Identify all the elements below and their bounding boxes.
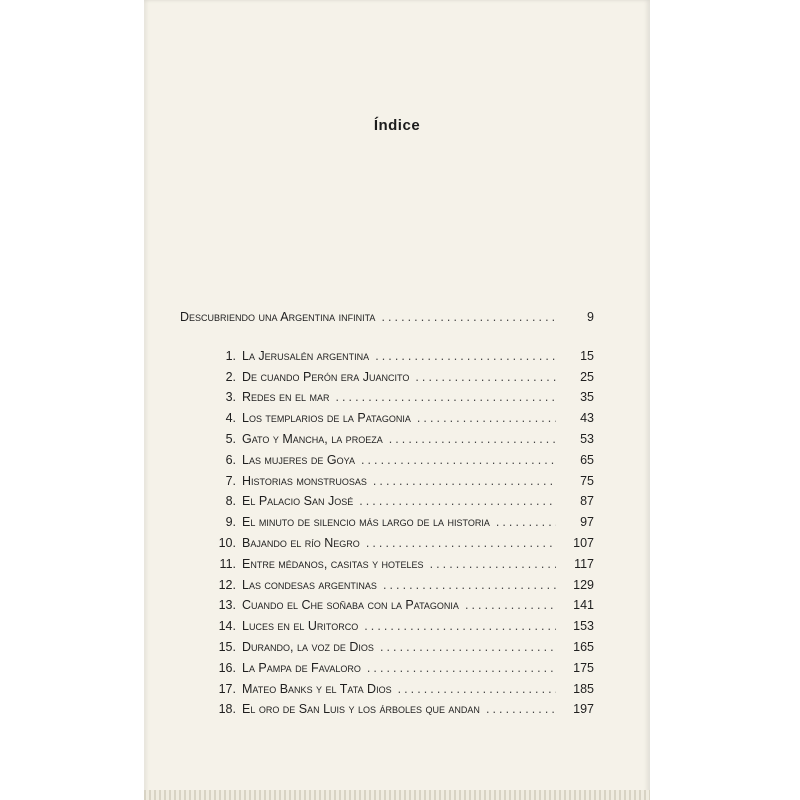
toc-entry [180,411,594,432]
toc-entry-page: 65 [580,452,594,467]
dot-leader [361,453,556,467]
toc-entry-label: Descubriendo una Argentina infinita [180,310,376,324]
toc-entry-number: 9. [225,515,236,530]
toc-entry-page: 117 [574,556,594,571]
dot-leader [430,557,556,571]
toc-entry [180,578,594,599]
toc-entry-label: Bajando el río Negro [242,535,360,550]
toc-entry-page: 87 [580,494,594,509]
toc-entry-number: 4. [225,411,236,426]
toc-entry-number: 14. [218,619,236,634]
toc-entry-page: 25 [580,369,594,384]
toc-entry-page: 165 [573,639,594,654]
dot-leader [398,682,556,696]
dot-leader [335,390,556,404]
toc-entry-label: Los templarios de la Patagonia [242,411,411,426]
toc-entry-label: Cuando el Che soñaba con la Patagonia [242,598,459,613]
toc-entry [180,515,594,536]
toc-entry-label: Redes en el mar [242,390,330,405]
toc-entry [180,598,594,619]
toc-entry-page: 141 [573,598,594,613]
toc-entry-number: 15. [218,639,236,654]
toc-entry-label: La Jerusalén argentina [242,348,370,363]
toc-entry-page: 35 [580,390,594,405]
toc-entry-page: 75 [580,473,594,488]
toc-intro-entry [180,310,594,331]
toc-entry [180,494,594,515]
toc-entry-label: Las condesas argentinas [242,577,377,592]
toc-entry-number: 18. [218,702,236,717]
toc-entry-number: 8. [225,494,236,509]
toc-entry-number: 6. [225,452,236,467]
toc-entry [180,640,594,661]
toc-entry-page: 175 [573,660,594,675]
toc-entry-label: El oro de San Luis y los árboles que andan [242,702,480,717]
toc-entry-label: La Pampa de Favaloro [242,660,361,675]
toc-entry-page: 107 [573,535,594,550]
dot-leader [367,661,556,675]
dot-leader [486,702,556,716]
toc-entry-label: El Palacio San José [242,494,354,509]
toc-entry [180,453,594,474]
toc-entry-number: 1. [225,348,236,363]
toc-entry-number: 7. [225,473,236,488]
toc-entry-page: 53 [580,431,594,446]
toc-entry [180,349,594,370]
page-title: Índice [373,117,421,134]
toc-entry-page: 9 [587,310,594,324]
dot-leader [465,598,556,612]
toc-entry-number: 5. [225,431,236,446]
toc-entry-label: El minuto de silencio más largo de la historia [242,515,490,530]
toc-entry [180,619,594,640]
toc-entry-page: 15 [580,348,594,363]
dot-leader [389,432,556,446]
toc-entry [180,557,594,578]
dot-leader [417,411,556,425]
toc-entry-label: Las mujeres de Goya [242,452,355,467]
toc-entry-number: 16. [218,660,236,675]
toc-entry [180,682,594,703]
toc-entry-page: 153 [573,619,594,634]
dot-leader [375,349,556,363]
dot-leader [381,310,556,324]
toc-entry-label: Luces en el Uritorco [242,619,359,634]
dot-leader [366,536,556,550]
toc-entry-number: 10. [218,535,236,550]
toc-entry [180,432,594,453]
toc-entry [180,390,594,411]
dot-leader [380,640,556,654]
dot-leader [373,474,556,488]
toc-entry-label: Entre médanos, casitas y hoteles [242,556,424,571]
toc-entry [180,661,594,682]
toc-entry-number: 11. [219,556,236,571]
toc-entry-page: 97 [580,515,594,530]
toc-entry-number: 17. [218,681,236,696]
toc-entry-page: 129 [573,577,594,592]
dot-leader [359,494,556,508]
dot-leader [383,578,556,592]
table-of-contents [180,310,594,723]
toc-entry [180,536,594,557]
dot-leader [496,515,556,529]
toc-entry-label: Historias monstruosas [242,473,367,488]
toc-entry-number: 13. [218,598,236,613]
toc-entry [180,370,594,391]
dot-leader [415,370,556,384]
toc-entry-label: Mateo Banks y el Tata Dios [242,681,392,696]
toc-entry-number: 2. [225,369,236,384]
dot-leader [364,619,556,633]
toc-entry-label: De cuando Perón era Juancito [242,369,410,384]
toc-entry-number: 12. [218,577,236,592]
toc-entry-label: Durando, la voz de Dios [242,639,374,654]
toc-entry-page: 197 [573,702,594,717]
toc-entry-page: 43 [580,411,594,426]
toc-entry-number: 3. [225,390,236,405]
toc-entry-label: Gato y Mancha, la proeza [242,431,383,446]
toc-entry-page: 185 [573,681,594,696]
toc-entry [180,702,594,723]
toc-entry [180,474,594,495]
page-stack-edge [144,790,650,800]
